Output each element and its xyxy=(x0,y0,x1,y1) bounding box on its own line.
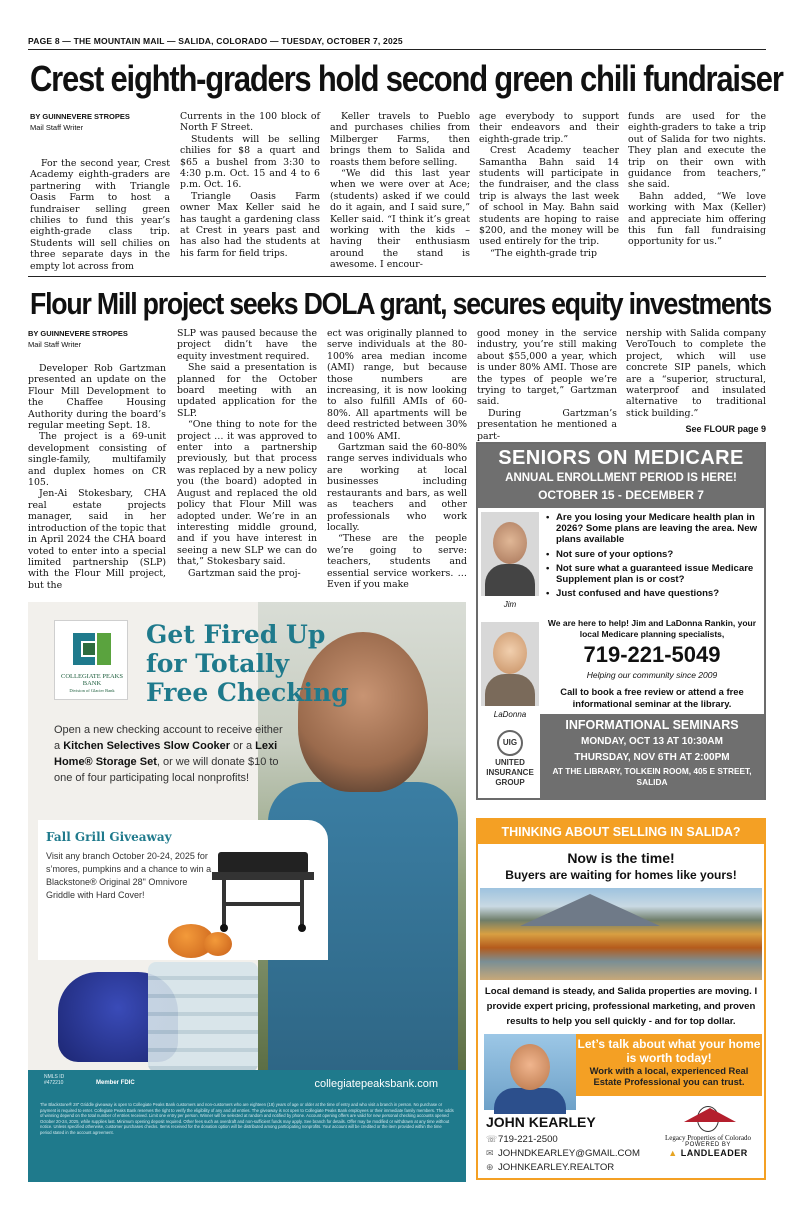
brand-name: Legacy Properties of Colorado xyxy=(664,1134,752,1142)
fdic-badge: Member FDIC xyxy=(96,1080,135,1086)
story1-col5 xyxy=(628,111,766,271)
story2-col4 xyxy=(477,328,617,442)
medicare-ad[interactable] xyxy=(476,442,766,800)
seminar-date-2: THURSDAY, NOV 6TH AT 2:00PM xyxy=(574,752,730,763)
story1-byline-name: BY GUINNEVERE STROPES xyxy=(30,112,130,121)
name-jim: Jim xyxy=(503,600,517,609)
medicare-dates: OCTOBER 15 - DECEMBER 7 xyxy=(538,488,704,502)
photo-ladonna xyxy=(481,622,539,706)
story2-col2-para: “One thing to note for the project … it was approved to enter into a partnership previously, but that process was replaced by a new policy you (the board) adopted in August and replaced the old policy that Flour Mill was adopted under. We’re in an interesting middle ground, and if you have interest in seeing a new SLP we can do that,” Stokesbary said. xyxy=(177,419,317,568)
mountain-shape xyxy=(520,894,660,926)
agent-phone: 719-221-2500 xyxy=(498,1134,558,1145)
bank-logo-icon xyxy=(67,627,117,671)
story2-col4-para: good money in the service industry, you’re still making about $55,000 a year, which is under 80% AMI. Those are the types of people we’re trying to target,” Gartzman said. xyxy=(477,328,617,408)
landleader-logo xyxy=(656,1148,760,1158)
bank-offer-text xyxy=(54,722,284,786)
bank-offer-post: , or we will donate $10 to one of four participating local nonprofits! xyxy=(54,756,279,784)
bank-ad[interactable] xyxy=(28,602,466,1182)
medicare-phone[interactable]: 719-221-5049 xyxy=(583,642,721,667)
lp-monogram-icon: LP xyxy=(697,1106,719,1132)
giveaway-title: Fall Grill Giveaway xyxy=(46,830,172,844)
powered-by: POWERED BY xyxy=(685,1142,731,1148)
uig-logo xyxy=(481,730,539,800)
name-ladonna: LaDonna xyxy=(493,710,527,719)
bank-headline-line: Get Fired Up xyxy=(146,620,326,649)
story2-col1 xyxy=(28,363,166,591)
realty-now: Now is the time! xyxy=(567,850,675,866)
story1-col1 xyxy=(30,158,170,270)
seminar-location: AT THE LIBRARY, TOLKEIN ROOM, 405 E STREET, SALIDA xyxy=(552,766,752,787)
medicare-title: SENIORS ON MEDICARE xyxy=(498,447,744,469)
story2-col2-para: SLP was paused because the project didn’t have the equity investment required. xyxy=(177,328,317,362)
story1-col4-para: age everybody to support their endeavors and their eighth-grade trip.” xyxy=(479,111,619,145)
story2-col5-para: nership with Salida company VeroTouch to complete the project, which will use concrete SIP panels, which are a “superior, structural, waterproof and insulated alternative to traditional stick building.” xyxy=(626,328,766,419)
agent-email-row[interactable] xyxy=(486,1148,640,1159)
story1-byline-role: Mail Staff Writer xyxy=(30,123,84,132)
bank-fine-print: The Blackstone® 28" Griddle giveaway is open to Collegiate Peaks Bank customers and non-customers who are eighteen (18) years of age or older at the time of entry and who visit a branch in person. No purchase or payment is required to enter. Collegiate Peaks Bank reserves the right to verify the eligibility of any and all entries. The giveaway is not open to Collegiate Peaks Bank employees or their immediate family members. The odds of winning depend on the total number of entries received. Limit one entry per person. Winner will be selected at random and notified by phone. Account opening offers are valid for new personal checking accounts opened October 20-24, 2025, while supplies last. Minimum opening deposit required. Other fees such as overdraft and non-sufficient funds may apply. See branch for details. Offer may be modified or withdrawn at any time without notice. Unless specified otherwise, customer purchases checks. Items received for the donation option will be distributed among participating nonprofits. Your account will be credited or the item provided within the time period stated in the account agreement. xyxy=(28,1098,466,1182)
story1-col2-para: Currents in the 100 block of North F Street. xyxy=(180,111,320,134)
jump-link[interactable]: See FLOUR page 9 xyxy=(685,424,766,434)
bank-logo-text xyxy=(55,673,129,694)
story2-byline-role: Mail Staff Writer xyxy=(28,340,82,349)
bank-headline xyxy=(146,620,349,707)
medicare-call: Call to book a free review or attend a free informational seminar at the library. xyxy=(560,686,744,709)
seminar-date-1: MONDAY, OCT 13 AT 10:30AM xyxy=(581,736,723,747)
story1-col4-para: “The eighth-grade trip xyxy=(490,247,598,259)
pumpkin-icon xyxy=(204,932,232,956)
photo-jim xyxy=(481,512,539,596)
story2-headline: Flour Mill project seeks DOLA grant, secures equity investments xyxy=(30,286,771,321)
uig-line: UNITED xyxy=(495,758,525,767)
story2-col4-para: During Gartzman’s presentation he mentioned a part- xyxy=(477,407,617,442)
seminar-box xyxy=(540,714,764,800)
story1-byline xyxy=(30,111,170,133)
story2-col3-para: ect was originally planned to serve individuals at the 80-100% area median income (AMI) range, but because those numbers are increasing, it is now looking to also fulfill AMIs of 60-80%. All apartments will be deed restricted between 30% and 100% AMI. xyxy=(327,328,468,442)
medicare-bullets xyxy=(546,512,758,602)
bank-offer-item1: Kitchen Selectives Slow Cooker xyxy=(63,740,231,752)
story-divider xyxy=(28,276,766,277)
realty-ad[interactable] xyxy=(476,818,766,1180)
story1-col3-para: “We did this last year when we were over at Ace; (students) asked if we could do it again, and I said sure,” Keller said. “I think it’s great working with the kids – having their enthusiasm around the stand is awesome. I encour- xyxy=(330,168,470,271)
story2-col3 xyxy=(327,328,468,590)
story2-byline-name: BY GUINNEVERE STROPES xyxy=(28,329,128,338)
medicare-bullet: • Just confused and have questions? xyxy=(546,588,758,599)
medicare-bullet: • Not sure what a guaranteed issue Medicare Supplement plan is or cost? xyxy=(546,563,758,585)
bank-url[interactable]: collegiatepeaksbank.com xyxy=(314,1078,438,1090)
bank-logo-name: COLLEGIATE PEAKS BANK xyxy=(61,673,123,687)
story2-col5 xyxy=(626,328,766,422)
story1-col5-para: Bahn added, “We love working with Max (Keller) and appreciate him offering this fun fall fundraising opportunity for us.” xyxy=(628,190,766,248)
bank-offer-pre2: or a xyxy=(230,740,256,752)
medicare-help: We are here to help! Jim and LaDonna Rankin, your local Medicare planning specialists, xyxy=(547,618,757,639)
phone-icon: ☏ xyxy=(486,1134,498,1144)
globe-icon: ⊕ xyxy=(486,1162,494,1172)
folio: PAGE 8 — THE MOUNTAIN MAIL — SALIDA, COLORADO — TUESDAY, OCTOBER 7, 2025 xyxy=(28,36,403,46)
bank-offer-pre1: Open a new checking account to receive either a xyxy=(54,724,283,752)
storage-set-image xyxy=(148,962,258,1072)
realty-buyers: Buyers are waiting for homes like yours! xyxy=(505,868,737,882)
ladonna-face xyxy=(493,632,527,674)
story2-col2-para: She said a presentation is planned for the October board meeting with an updated application for the SLP. xyxy=(177,362,317,419)
story1-col3-para: Keller travels to Pueblo and purchases chilies from Milberger Farms, then brings them to Salida and roasts them before selling. xyxy=(330,111,470,168)
bank-headline-line: for Totally xyxy=(146,649,289,678)
agent-email: JOHNDKEARLEY@GMAIL.COM xyxy=(498,1148,640,1159)
uig-logo-icon: UIG xyxy=(497,730,523,756)
bank-logo xyxy=(54,620,128,700)
uig-line: INSURANCE xyxy=(486,768,534,777)
jim-face xyxy=(493,522,527,564)
mail-icon: ✉ xyxy=(486,1148,494,1158)
story2-col1-para: Developer Rob Gartzman presented an update on the Flour Mill Development to the Chaffee Housing Authority during the board’s regular meeting Sept. 18. xyxy=(28,363,166,432)
griddle-icon xyxy=(208,842,318,932)
story1-headline: Crest eighth-graders hold second green chili fundraiser xyxy=(30,58,783,99)
story1-col2-para: Students will be selling chilies for $8 a quart and $65 a bushel from 3:30 to 4:30 p.m. Oct. 15 and 4 to 6 p.m. Oct. 16. xyxy=(180,133,320,191)
roof-icon xyxy=(684,1108,736,1122)
legacy-properties-logo xyxy=(656,1106,760,1178)
folio-rule xyxy=(28,49,766,50)
uig-line: GROUP xyxy=(495,778,525,787)
agent-name: JOHN KEARLEY xyxy=(486,1114,596,1130)
story1-col4-para: Crest Academy teacher Samantha Bahn said 14 students will participate in the fundraiser, and the class trip is always the last week of school in May. Bahn said students are hoping to raise $200, and the money will be used entirely for the trip. xyxy=(479,145,619,248)
story2-col3-para: “These are the people we’re going to serve: teachers, students and essential service workers. … Even if you make xyxy=(327,533,467,590)
realty-cta-sub: Work with a local, experienced Real Estate Professional you can trust. xyxy=(589,1065,749,1087)
agent-phone-row[interactable] xyxy=(486,1134,558,1145)
autumn-landscape-photo xyxy=(480,888,762,980)
medicare-header xyxy=(478,444,764,508)
realty-body: Local demand is steady, and Salida properties are moving. I provide expert pricing, professional marketing, and proven results to help you sell quickly - and for top dollar. xyxy=(484,986,758,1027)
realty-banner: THINKING ABOUT SELLING IN SALIDA? xyxy=(478,820,764,844)
agent-face xyxy=(510,1044,550,1090)
story1-col3 xyxy=(330,111,470,271)
realty-cta-title: Let’s talk about what your home is worth today! xyxy=(577,1037,761,1065)
story1-col4 xyxy=(479,111,619,271)
landleader-name: LANDLEADER xyxy=(680,1148,748,1158)
realty-cta xyxy=(576,1034,762,1096)
agent-web-row[interactable] xyxy=(486,1162,614,1173)
story2-col3-para: Gartzman said the 60-80% range serves individuals who are working at local businesses including restaurants and bars, as well as teachers and other professionals who work locally. xyxy=(327,442,467,533)
medicare-since: Helping our community since 2009 xyxy=(586,670,718,680)
medicare-bullet: • Not sure of your options? xyxy=(546,549,758,560)
medicare-bullet: • Are you losing your Medicare health plan in 2026? Some plans are leaving the area. New plans available xyxy=(546,512,758,546)
ladonna-shoulders xyxy=(485,674,535,706)
jim-shoulders xyxy=(485,564,535,596)
story1-col2 xyxy=(180,111,320,271)
bank-offer-item2: Lexi Home® Storage Set xyxy=(54,740,278,768)
story2-col2-para: Gartzman said the proj- xyxy=(188,567,301,579)
medicare-subtitle: ANNUAL ENROLLMENT PERIOD IS HERE! xyxy=(505,472,737,484)
story1-col2-para: Triangle Oasis Farm owner Max Keller said he has taught a gardening class at Crest in years past and has also had the students at his farm for field trips. xyxy=(180,190,320,259)
giveaway-text: Visit any branch October 20-24, 2025 for s’mores, pumpkins and a chance to win a Blackstone® Original 28" Omnivore Griddle with Hard Cover! xyxy=(46,851,212,900)
agent-shoulders xyxy=(494,1088,566,1114)
bank-logo-sub: Division of Glacier Bank xyxy=(69,688,115,693)
agent-photo xyxy=(484,1034,576,1110)
story2-col1-para: The project is a 69-unit development consisting of single-family, multifamily and duplex homes on CR 105. xyxy=(28,431,166,489)
story2-byline xyxy=(28,328,168,350)
bank-headline-line: Free Checking xyxy=(146,678,349,707)
bank-nmls: NMLS ID #472210 xyxy=(44,1074,65,1086)
seminar-title: INFORMATIONAL SEMINARS xyxy=(565,718,739,732)
story1-col5-para: funds are used for the eighth-graders to take a trip out of Salida for two nights. They plan and execute the trip on their own with guidance from teachers,” she said. xyxy=(628,111,766,191)
story2-col2 xyxy=(177,328,317,586)
story2-col1-para: Jen-Ai Stokesbary, CHA real estate projects manager, said in her introduction of the topic that in April 2024 the CHA board voted to enter into a special limited partnership (SLP) with the Flour Mill project, but the xyxy=(28,488,166,591)
landleader-icon: ▲ xyxy=(668,1148,678,1158)
story1-col1-para: For the second year, Crest Academy eighth-graders are partnering with Triangle Oasis Farm to host a fundraiser selling green chilies to fund this year’s eighth-grade class trip. Students will sell chilies on three separate days in the empty lot across from xyxy=(30,158,170,272)
agent-web: JOHNKEARLEY.REALTOR xyxy=(498,1162,615,1173)
